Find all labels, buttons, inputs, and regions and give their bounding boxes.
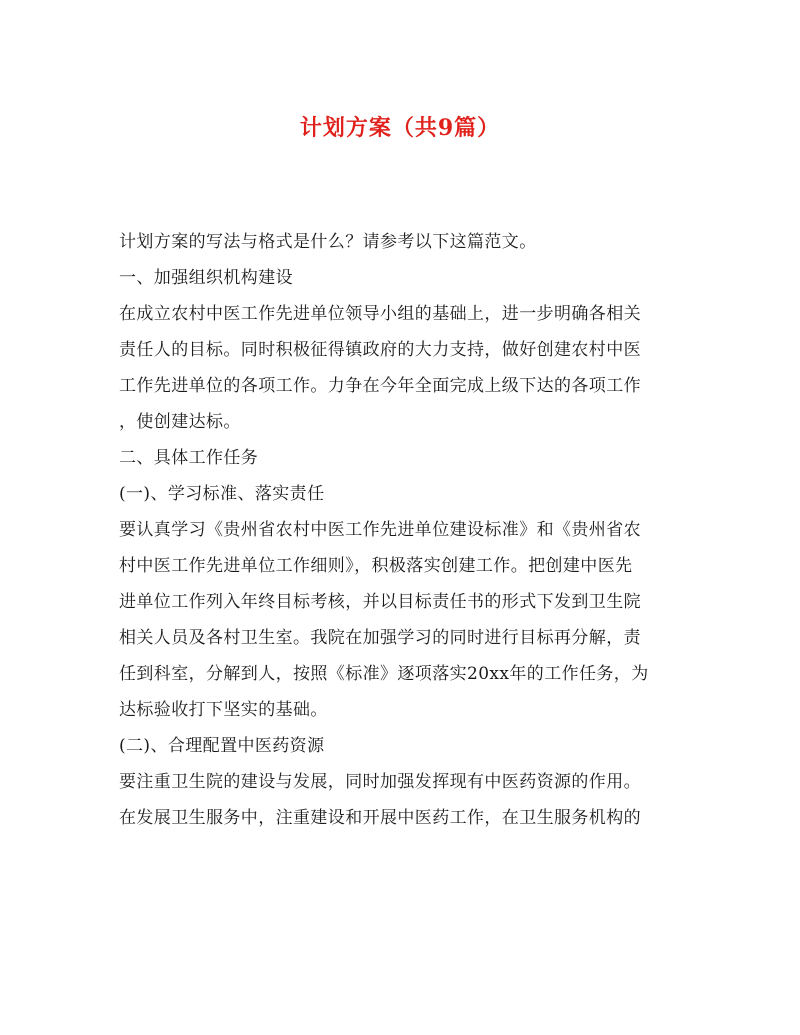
paragraph-line: 要注重卫生院的建设与发展，同时加强发挥现有中医药资源的作用。 [119, 772, 641, 792]
paragraph-line: 责任人的目标。同时积极征得镇政府的大力支持，做好创建农村中医 [119, 340, 641, 360]
section-heading-1: 一、加强组织机构建设 [119, 268, 293, 288]
paragraph-line: 进单位工作列入年终目标考核，并以目标责任书的形式下发到卫生院 [119, 592, 641, 612]
document-title: 计划方案（共9篇） [299, 115, 501, 141]
paragraph-line: 要认真学习《贵州省农村中医工作先进单位建设标准》和《贵州省农 [119, 520, 641, 540]
subsection-heading-2: (二)、合理配置中医药资源 [119, 736, 325, 756]
paragraph-line: 任到科室，分解到人，按照《标准》逐项落实20xx年的工作任务，为 [119, 664, 649, 684]
intro-line: 计划方案的写法与格式是什么？请参考以下这篇范文。 [119, 232, 537, 252]
paragraph-line: 在成立农村中医工作先进单位领导小组的基础上，进一步明确各相关 [119, 304, 641, 324]
paragraph-line: 在发展卫生服务中，注重建设和开展中医药工作，在卫生服务机构的 [119, 808, 641, 828]
paragraph-line: 相关人员及各村卫生室。我院在加强学习的同时进行目标再分解，责 [119, 628, 641, 648]
subsection-heading-1: (一)、学习标准、落实责任 [119, 484, 325, 504]
paragraph-line: ，使创建达标。 [119, 412, 241, 432]
paragraph-line: 达标验收打下坚实的基础。 [119, 700, 328, 720]
document-body [119, 224, 683, 836]
paragraph-line: 村中医工作先进单位工作细则》，积极落实创建工作。把创建中医先 [119, 556, 633, 576]
paragraph-line: 工作先进单位的各项工作。力争在今年全面完成上级下达的各项工作 [119, 376, 641, 396]
section-heading-2: 二、具体工作任务 [119, 448, 259, 468]
